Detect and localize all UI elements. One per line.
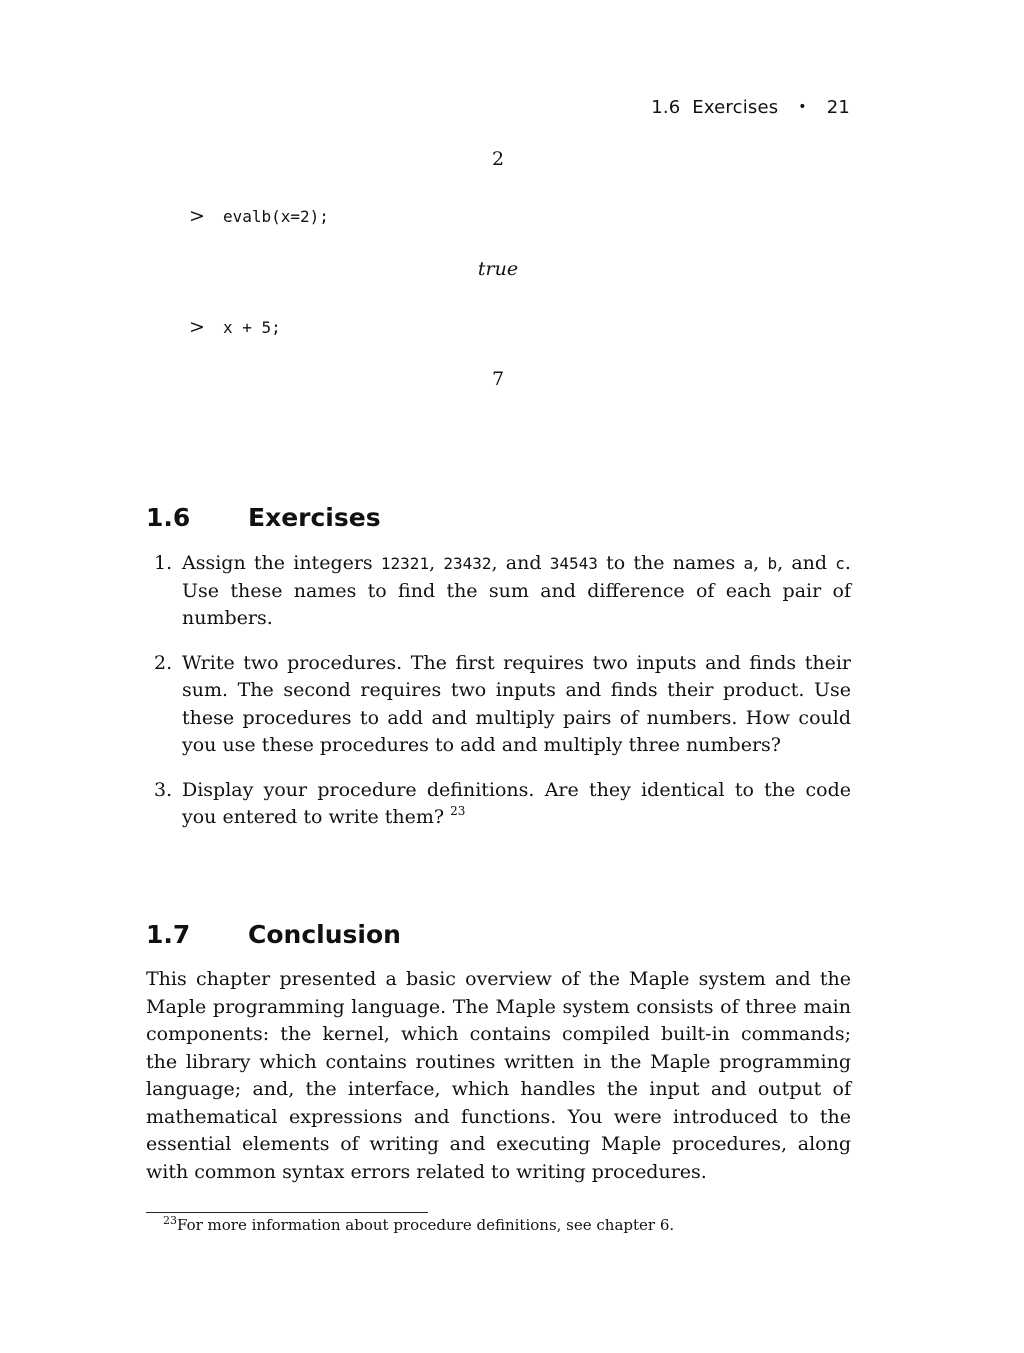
maple-command-code: x + 5; bbox=[222, 318, 281, 337]
exercise-text: . Use these names to find the sum and difference of each pair of numbers. bbox=[182, 552, 851, 629]
section-number: 1.7 bbox=[146, 920, 191, 949]
maple-command bbox=[189, 316, 281, 338]
exercise-text: , bbox=[753, 552, 768, 574]
exercise-list bbox=[146, 550, 851, 849]
maple-output: 7 bbox=[491, 368, 505, 390]
code-literal: b bbox=[767, 554, 778, 573]
section-title: Exercises bbox=[248, 503, 381, 532]
exercise-text: , bbox=[429, 552, 444, 574]
exercise-item bbox=[146, 550, 851, 633]
footnote-text: For more information about procedure definitions, see chapter 6. bbox=[177, 1216, 675, 1234]
exercise-text: Display your procedure definitions. Are they identical to the code you entered to write them? bbox=[182, 778, 851, 828]
section-title: Conclusion bbox=[248, 920, 401, 949]
exercise-item bbox=[146, 650, 851, 760]
page-number: 21 bbox=[826, 97, 850, 118]
exercise-number: 1. bbox=[154, 552, 173, 574]
running-head-title: Exercises bbox=[692, 97, 779, 118]
maple-prompt: > bbox=[189, 205, 205, 227]
exercise-text: Assign the integers bbox=[182, 552, 381, 574]
section-heading-conclusion bbox=[146, 920, 401, 949]
maple-prompt: > bbox=[189, 316, 205, 338]
exercise-text: Write two procedures. The first requires two inputs and finds their sum. The second requires two inputs and finds their product. Use these procedures to add and multiply pairs of numbers. How could you use these procedures to add and multiply three numbers? bbox=[182, 651, 851, 756]
running-head-bullet: • bbox=[798, 99, 807, 115]
exercise-number: 3. bbox=[154, 778, 173, 801]
maple-output: true bbox=[477, 258, 519, 280]
maple-command bbox=[189, 205, 329, 227]
footnote bbox=[163, 1216, 674, 1234]
exercise-text: to the names bbox=[597, 552, 744, 574]
section-number: 1.6 bbox=[146, 503, 191, 532]
exercise-text: , and bbox=[777, 552, 836, 574]
running-head-section: 1.6 bbox=[651, 97, 681, 118]
maple-output: 2 bbox=[491, 148, 505, 170]
code-literal: 23432 bbox=[443, 554, 492, 573]
code-literal: 34543 bbox=[549, 554, 598, 573]
footnote-mark: 23 bbox=[163, 1214, 177, 1227]
exercise-number: 2. bbox=[154, 651, 173, 674]
code-literal: 12321 bbox=[380, 554, 430, 573]
code-literal: c bbox=[835, 554, 845, 573]
maple-command-code: evalb(x=2); bbox=[222, 207, 329, 226]
footnote-reference[interactable]: 23 bbox=[450, 804, 466, 818]
code-literal: a bbox=[743, 554, 754, 573]
section-heading-exercises bbox=[146, 503, 381, 532]
footnote-rule bbox=[146, 1212, 428, 1213]
running-head bbox=[651, 97, 850, 118]
conclusion-paragraph: This chapter presented a basic overview of the Maple system and the Maple programming language. The Maple system consists of three main components: the kernel, which contains compiled built-in commands; the library which contains routines written in the Maple programming language; and, the interface, which handles the input and output of mathematical expressions and functions. You were introduced to the essential elements of writing and executing Maple procedures, along with common syntax errors related to writing procedures. bbox=[146, 968, 851, 1183]
exercise-text: , and bbox=[491, 552, 550, 574]
exercise-item bbox=[146, 777, 851, 832]
